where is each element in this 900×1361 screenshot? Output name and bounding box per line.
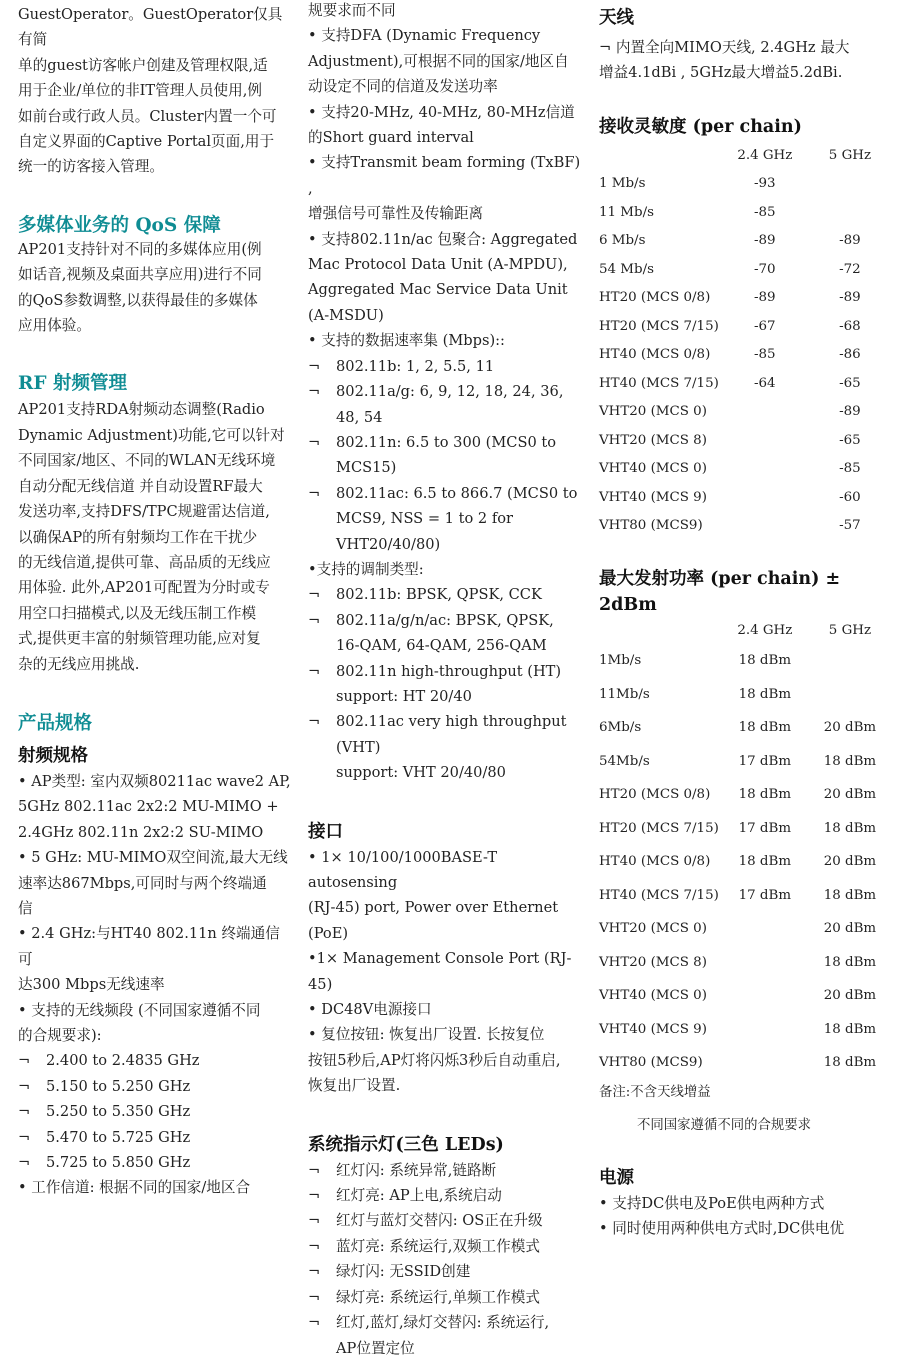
text-line: 自定义界面的Captive Portal页面,用于 — [18, 133, 275, 151]
list-marker-icon: ¬ — [308, 1187, 321, 1205]
tx-power-table — [599, 616, 889, 1080]
tx-power-heading: 最大发射功率 (per chain) ± 2dBm — [599, 569, 841, 616]
text-line: • 2.4 GHz:与HT40 802.11n 终端通信可 — [18, 925, 280, 968]
table-row — [599, 483, 889, 512]
list-marker-icon: ¬ — [18, 1077, 31, 1095]
list-marker-icon: ¬ — [308, 1263, 321, 1281]
text-line: 用体验. 此外,AP201可配置为分时或专 — [18, 579, 270, 597]
text-line: AP201支持RDA射频动态调整(Radio — [18, 401, 265, 419]
list-item-text: 5.250 to 5.350 GHz — [46, 1103, 191, 1121]
list-item-text: VHT20/40/80) — [336, 535, 441, 553]
list-item — [308, 659, 588, 710]
list-item — [308, 354, 588, 379]
table-cell: -57 — [839, 518, 861, 534]
table-cell: -65 — [839, 375, 861, 391]
table-cell: -72 — [839, 261, 861, 277]
table-cell: -93 — [754, 176, 776, 192]
table-cell: 17 dBm — [738, 753, 792, 769]
channel-line: • 工作信道: 根据不同的国家/地区合 — [18, 1179, 251, 1197]
list-marker-icon: ¬ — [18, 1052, 31, 1070]
table-cell: 18 dBm — [823, 753, 877, 769]
table-cell: -85 — [754, 204, 776, 220]
qos-heading: 多媒体业务的 QoS 保障 — [18, 214, 221, 236]
text-line: 按钮5秒后,AP灯将闪烁3秒后自动重启, — [308, 1051, 561, 1069]
table-row — [599, 312, 889, 341]
table-cell: -68 — [839, 318, 861, 334]
list-item-text: 802.11n: 6.5 to 300 (MCS0 to — [336, 433, 557, 451]
table-cell: 1Mb/s — [599, 653, 642, 669]
text-line: AP201支持针对不同的多媒体应用(例 — [18, 240, 262, 258]
list-item — [308, 430, 588, 481]
qos-text — [18, 237, 293, 339]
list-item-text: MCS9, NSS = 1 to 2 for — [336, 510, 513, 528]
list-item-text: 5.725 to 5.850 GHz — [46, 1154, 191, 1172]
table-cell: 20 dBm — [823, 720, 877, 736]
text-line: 用于企业/单位的非IT管理人员使用,例 — [18, 82, 262, 100]
list-item-text: 802.11b: 1, 2, 5.5, 11 — [336, 357, 495, 375]
table-cell: 20 dBm — [823, 787, 877, 803]
table-cell: -89 — [839, 233, 861, 249]
text-line: •1× Management Console Port (RJ-45) — [308, 950, 572, 993]
table-cell: -85 — [839, 461, 861, 477]
table-row — [599, 979, 889, 1013]
text-line: 发送功率,支持DFS/TPC规避雷达信道, — [18, 503, 270, 521]
list-marker-icon: ¬ — [308, 611, 321, 629]
middle-column — [308, 0, 588, 1361]
text-line: 的Short guard interval — [308, 129, 474, 147]
table-cell — [719, 426, 811, 455]
table-row — [599, 227, 889, 256]
text-line: GuestOperator。GuestOperator仅具有简 — [18, 6, 283, 49]
note-antenna-gain: 备注:不含天线增益 — [599, 1084, 711, 1100]
column-header: 5 GHz — [828, 622, 872, 638]
left-column — [18, 0, 293, 1201]
list-item-text: 802.11ac very high throughput (VHT) — [336, 713, 567, 756]
table-cell: -64 — [754, 375, 776, 391]
list-item — [308, 1158, 588, 1183]
list-item-text: 红灯与蓝灯交替闪: OS正在升级 — [336, 1212, 543, 1230]
port-text — [308, 845, 588, 1099]
table-cell: HT20 (MCS 7/15) — [599, 820, 719, 836]
rate-list — [308, 354, 588, 557]
text-line: 增益4.1dBi , 5GHz最大增益5.2dBi. — [599, 64, 843, 82]
text-line: • 支持DFA (Dynamic Frequency — [308, 27, 541, 45]
table-cell: HT20 (MCS 0/8) — [599, 787, 711, 803]
table-cell — [719, 483, 811, 512]
table-cell: 18 dBm — [823, 887, 877, 903]
table-cell: 54Mb/s — [599, 753, 650, 769]
table-cell: -89 — [839, 404, 861, 420]
text-line: 增强信号可靠性及传输距离 — [308, 205, 484, 223]
list-item-text: MCS15) — [336, 459, 397, 477]
list-item — [308, 1285, 588, 1310]
rf-heading: RF 射频管理 — [18, 373, 127, 395]
text-line: 的无线信道,提供可靠、高品质的无线应 — [18, 553, 271, 571]
list-item-text: 红灯闪: 系统异常,链路断 — [336, 1161, 497, 1179]
text-line: 2.4GHz 802.11n 2x2:2 SU-MIMO — [18, 823, 264, 841]
antenna-text — [599, 35, 889, 86]
table-header-row — [599, 142, 889, 170]
table-cell: -85 — [754, 347, 776, 363]
list-item-text: support: VHT 20/40/80 — [336, 764, 506, 782]
rf-text — [18, 397, 293, 676]
table-cell: HT20 (MCS 0/8) — [599, 290, 711, 306]
table-cell — [719, 512, 811, 541]
table-cell — [719, 1046, 811, 1080]
text-line: • 支持Transmit beam forming (TxBF) , — [308, 154, 581, 197]
table-cell: VHT20 (MCS 0) — [599, 921, 707, 937]
table-row — [599, 845, 889, 879]
list-marker-icon: ¬ — [308, 662, 321, 680]
right-column — [599, 0, 889, 1242]
modulation-line: •支持的调制类型: — [308, 560, 424, 578]
text-line: 速率达867Mbps,可同时与两个终端通 — [18, 874, 267, 892]
list-marker-icon: ¬ — [308, 484, 321, 502]
table-cell — [719, 455, 811, 484]
table-row — [599, 170, 889, 199]
text-line: (A-MSDU) — [308, 306, 384, 324]
table-cell — [719, 398, 811, 427]
table-cell: 20 dBm — [823, 921, 877, 937]
table-cell: HT20 (MCS 7/15) — [599, 318, 719, 334]
table-cell: 17 dBm — [738, 887, 792, 903]
list-marker-icon: ¬ — [308, 1161, 321, 1179]
text-line: (RJ-45) port, Power over Ethernet (PoE) — [308, 899, 559, 942]
table-cell — [719, 946, 811, 980]
list-item-text: 802.11a/g/n/ac: BPSK, QPSK, — [336, 611, 554, 629]
list-marker-icon: ¬ — [308, 1237, 321, 1255]
table-cell: -89 — [754, 290, 776, 306]
table-row — [599, 255, 889, 284]
text-line: • DC48V电源接口 — [308, 1001, 432, 1019]
table-row — [599, 1046, 889, 1080]
text-line: 统一的访客接入管理。 — [18, 158, 164, 176]
table-row — [599, 341, 889, 370]
column-header: 2.4 GHz — [737, 148, 793, 164]
table-cell: -86 — [839, 347, 861, 363]
table-cell: VHT80 (MCS9) — [599, 518, 703, 534]
column-header: 2.4 GHz — [737, 622, 793, 638]
text-line: 自动分配无线信道 并自动设置RF最大 — [18, 477, 263, 495]
list-item — [18, 1099, 293, 1124]
list-marker-icon: ¬ — [308, 586, 321, 604]
list-marker-icon: ¬ — [18, 1154, 31, 1172]
list-item — [308, 481, 588, 557]
table-cell: 18 dBm — [738, 653, 792, 669]
table-row — [599, 812, 889, 846]
table-row — [599, 778, 889, 812]
list-marker-icon: ¬ — [308, 383, 321, 401]
table-row — [599, 369, 889, 398]
table-cell: VHT20 (MCS 8) — [599, 954, 707, 970]
list-marker-icon: ¬ — [308, 713, 321, 731]
table-cell: VHT40 (MCS 9) — [599, 1021, 707, 1037]
table-cell: 18 dBm — [738, 720, 792, 736]
text-line: • 支持802.11n/ac 包聚合: Aggregated — [308, 230, 578, 248]
text-line: • 支持DC供电及PoE供电两种方式 — [599, 1194, 825, 1212]
column-header — [599, 142, 719, 170]
table-cell: 18 dBm — [823, 820, 877, 836]
table-cell: HT40 (MCS 7/15) — [599, 887, 719, 903]
list-item — [308, 1234, 588, 1259]
text-line: 规要求而不同 — [308, 2, 396, 19]
table-cell: 17 dBm — [738, 820, 792, 836]
list-marker-icon: ¬ — [308, 1314, 321, 1332]
sensitivity-table — [599, 142, 889, 541]
text-line: ¬ 内置全向MIMO天线, 2.4GHz 最大 — [599, 39, 850, 56]
table-cell: HT40 (MCS 0/8) — [599, 854, 711, 870]
text-line: 用空口扫描模式,以及无线压制工作模 — [18, 604, 257, 622]
table-cell — [719, 1013, 811, 1047]
list-marker-icon: ¬ — [308, 1288, 321, 1306]
antenna-heading: 天线 — [599, 8, 634, 28]
table-cell: 18 dBm — [823, 1055, 877, 1071]
table-cell — [719, 912, 811, 946]
table-cell: HT40 (MCS 7/15) — [599, 375, 719, 391]
text-line: 杂的无线应用挑战. — [18, 655, 140, 673]
list-item — [308, 1183, 588, 1208]
text-line: Dynamic Adjustment)功能,它可以针对 — [18, 426, 285, 444]
list-item-text: 802.11n high-throughput (HT) — [336, 662, 562, 680]
text-line: Aggregated Mac Service Data Unit — [308, 281, 568, 299]
table-row — [599, 512, 889, 541]
table-cell: 11 Mb/s — [599, 204, 654, 220]
list-item-text: 绿灯闪: 无SSID创建 — [336, 1263, 471, 1281]
table-header-row — [599, 616, 889, 644]
table-cell: 18 dBm — [823, 1021, 877, 1037]
list-marker-icon: ¬ — [18, 1128, 31, 1146]
table-row — [599, 455, 889, 484]
text-line: • 5 GHz: MU-MIMO双空间流,最大无线 — [18, 849, 288, 867]
table-cell: -67 — [754, 318, 776, 334]
band-list — [18, 1048, 293, 1175]
table-cell: VHT40 (MCS 0) — [599, 461, 707, 477]
table-cell: 11Mb/s — [599, 686, 650, 702]
table-row — [599, 946, 889, 980]
power-supply-text — [599, 1191, 889, 1242]
table-row — [599, 284, 889, 313]
table-row — [599, 678, 889, 712]
table-row — [599, 644, 889, 678]
text-line: • 同时使用两种供电方式时,DC供电优 — [599, 1220, 845, 1238]
text-line: • 支持20-MHz, 40-MHz, 80-MHz信道 — [308, 103, 575, 121]
power-supply-heading: 电源 — [599, 1167, 634, 1188]
table-row — [599, 711, 889, 745]
table-cell: 20 dBm — [823, 988, 877, 1004]
list-item — [18, 1150, 293, 1175]
list-item-text: support: HT 20/40 — [336, 687, 472, 705]
text-line: 的QoS参数调整,以获得最佳的多媒体 — [18, 291, 258, 309]
list-marker-icon: ¬ — [308, 1212, 321, 1230]
table-cell: -60 — [839, 489, 861, 505]
table-cell: 18 dBm — [738, 787, 792, 803]
text-line: 如话音,视频及桌面共享应用)进行不同 — [18, 266, 262, 284]
text-line: • 1× 10/100/1000BASE-T autosensing — [308, 848, 498, 891]
text-line: • 支持的无线频段 (不同国家遵循不同 — [18, 1001, 261, 1019]
text-line: 如前台或行政人员。Cluster内置一个可 — [18, 107, 277, 125]
led-heading: 系统指示灯(三色 LEDs) — [308, 1134, 504, 1155]
list-item — [308, 709, 588, 785]
list-item-text: 红灯亮: AP上电,系统启动 — [336, 1187, 502, 1205]
column-header — [599, 616, 719, 644]
table-cell: 6Mb/s — [599, 720, 642, 736]
table-row — [599, 912, 889, 946]
list-item — [18, 1074, 293, 1099]
list-item — [308, 1259, 588, 1284]
table-row — [599, 398, 889, 427]
list-item-text: AP位置定位 — [336, 1339, 415, 1357]
column-header: 5 GHz — [828, 148, 872, 164]
list-item-text: 红灯,蓝灯,绿灯交替闪: 系统运行, — [336, 1314, 550, 1332]
list-item-text: 802.11ac: 6.5 to 866.7 (MCS0 to — [336, 484, 578, 502]
text-line: 的合规要求): — [18, 1027, 102, 1044]
text-line: 式,提供更丰富的射频管理功能,应对复 — [18, 630, 261, 648]
intro-text — [18, 2, 293, 180]
table-cell: VHT20 (MCS 8) — [599, 432, 707, 448]
table-row — [599, 879, 889, 913]
table-row — [599, 1013, 889, 1047]
table-cell — [811, 644, 889, 678]
text-line: 单的guest访客帐户创建及管理权限,适 — [18, 56, 268, 74]
table-cell — [811, 170, 889, 199]
modulation-list — [308, 582, 588, 785]
list-item-text: 2.400 to 2.4835 GHz — [46, 1052, 200, 1070]
text-line: • 支持的数据速率集 (Mbps):: — [308, 332, 505, 350]
table-cell: 18 dBm — [738, 686, 792, 702]
table-cell: -89 — [754, 233, 776, 249]
table-cell — [811, 678, 889, 712]
spec-continued-text — [308, 0, 588, 354]
list-item — [308, 1208, 588, 1233]
list-item — [308, 1310, 588, 1361]
list-item — [18, 1125, 293, 1150]
list-item-text: 802.11b: BPSK, QPSK, CCK — [336, 586, 542, 604]
list-item — [18, 1048, 293, 1073]
text-line: Adjustment),可根据不同的国家/地区自 — [308, 52, 569, 70]
table-cell: 6 Mb/s — [599, 233, 646, 249]
rf-spec-text — [18, 769, 293, 1048]
list-item-text: 5.150 to 5.250 GHz — [46, 1077, 191, 1095]
port-heading: 接口 — [308, 821, 343, 842]
list-item — [308, 379, 588, 430]
text-line: • AP类型: 室内双频80211ac wave2 AP, — [18, 772, 291, 790]
led-list — [308, 1158, 588, 1361]
text-line: 信 — [18, 899, 33, 917]
text-line: 不同国家/地区、不同的WLAN无线环境 — [18, 452, 276, 470]
list-marker-icon: ¬ — [308, 433, 321, 451]
rf-spec-heading: 射频规格 — [18, 745, 88, 766]
list-item-text: 5.470 to 5.725 GHz — [46, 1128, 191, 1146]
list-item — [308, 608, 588, 659]
table-cell — [719, 979, 811, 1013]
list-item-text: 16-QAM, 64-QAM, 256-QAM — [336, 637, 547, 655]
table-cell: 20 dBm — [823, 854, 877, 870]
sensitivity-heading: 接收灵敏度 (per chain) — [599, 116, 802, 137]
text-line: Mac Protocol Data Unit (A-MPDU), — [308, 256, 568, 274]
table-cell: -65 — [839, 432, 861, 448]
text-line: 应用体验。 — [18, 317, 91, 335]
table-cell: VHT40 (MCS 0) — [599, 988, 707, 1004]
list-marker-icon: ¬ — [308, 357, 321, 375]
table-cell: HT40 (MCS 0/8) — [599, 347, 711, 363]
table-cell: -89 — [839, 290, 861, 306]
note-compliance: 不同国家遵循不同的合规要求 — [637, 1117, 812, 1133]
list-item — [308, 582, 588, 607]
table-row — [599, 198, 889, 227]
table-cell: 18 dBm — [738, 854, 792, 870]
spec-heading: 产品规格 — [18, 712, 93, 734]
list-item-text: 蓝灯亮: 系统运行,双频工作模式 — [336, 1237, 540, 1255]
table-cell — [811, 198, 889, 227]
text-line: 5GHz 802.11ac 2x2:2 MU-MIMO + — [18, 798, 279, 816]
list-marker-icon: ¬ — [18, 1103, 31, 1121]
table-row — [599, 745, 889, 779]
table-row — [599, 426, 889, 455]
text-line: 达300 Mbps无线速率 — [18, 976, 165, 994]
text-line: 恢复出厂设置. — [308, 1077, 401, 1095]
list-item-text: 802.11a/g: 6, 9, 12, 18, 24, 36, 48, 54 — [336, 383, 564, 426]
text-line: 动设定不同的信道及发送功率 — [308, 78, 498, 96]
table-cell: VHT20 (MCS 0) — [599, 404, 707, 420]
table-cell: -70 — [754, 261, 776, 277]
list-item-text: 绿灯亮: 系统运行,单频工作模式 — [336, 1288, 540, 1306]
text-line: 以确保AP的所有射频均工作在干扰少 — [18, 528, 258, 546]
table-cell: 54 Mb/s — [599, 261, 654, 277]
table-cell: VHT40 (MCS 9) — [599, 489, 707, 505]
text-line: • 复位按钮: 恢复出厂设置. 长按复位 — [308, 1026, 545, 1044]
table-cell: VHT80 (MCS9) — [599, 1055, 703, 1071]
table-cell: 18 dBm — [823, 954, 877, 970]
table-cell: 1 Mb/s — [599, 176, 646, 192]
